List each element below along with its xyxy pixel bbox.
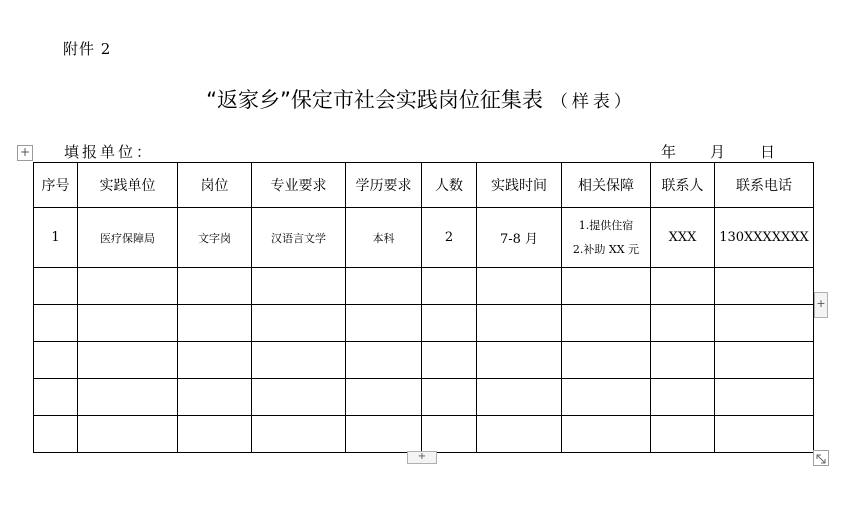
table-row (34, 416, 814, 453)
cell-major[interactable]: 汉语言文学 (252, 208, 346, 268)
table-header-row (34, 163, 814, 208)
table-cell[interactable] (78, 268, 178, 305)
add-column-button[interactable]: + (814, 292, 828, 318)
table-cell[interactable] (78, 416, 178, 453)
table-cell[interactable] (178, 416, 252, 453)
table-cell[interactable] (34, 268, 78, 305)
table-row (34, 208, 814, 268)
header-count[interactable]: 人数 (422, 163, 477, 208)
table-resize-handle[interactable] (813, 450, 829, 466)
table-cell[interactable] (562, 342, 651, 379)
header-phone[interactable]: 联系电话 (715, 163, 814, 208)
table-cell[interactable] (346, 268, 422, 305)
table-cell[interactable] (715, 268, 814, 305)
header-time[interactable]: 实践时间 (477, 163, 562, 208)
attachment-label: 附件 2 (63, 40, 112, 58)
guarantee-line-1: 1.提供住宿 (578, 218, 634, 232)
table-cell[interactable] (715, 305, 814, 342)
table-cell[interactable] (651, 342, 715, 379)
table-cell[interactable] (562, 379, 651, 416)
header-education[interactable]: 学历要求 (346, 163, 422, 208)
table-cell[interactable] (422, 305, 477, 342)
header-guarantee[interactable]: 相关保障 (562, 163, 651, 208)
table-cell[interactable] (178, 268, 252, 305)
table-row (34, 305, 814, 342)
table-cell[interactable] (346, 379, 422, 416)
cell-contact[interactable]: XXX (651, 208, 715, 268)
header-major[interactable]: 专业要求 (252, 163, 346, 208)
table-cell[interactable] (422, 268, 477, 305)
cell-count[interactable]: 2 (422, 208, 477, 268)
table-cell[interactable] (252, 305, 346, 342)
header-unit[interactable]: 实践单位 (78, 163, 178, 208)
page-title (0, 84, 841, 114)
table-cell[interactable] (34, 305, 78, 342)
cell-phone[interactable]: 130XXXXXXX (715, 208, 814, 268)
table-cell[interactable] (422, 379, 477, 416)
table-cell[interactable] (178, 379, 252, 416)
table-move-handle[interactable]: + (17, 145, 33, 161)
table-cell[interactable] (34, 416, 78, 453)
title-main: “返家乡”保定市社会实践岗位征集表 (206, 88, 543, 112)
table-cell[interactable] (346, 305, 422, 342)
table-cell[interactable] (78, 305, 178, 342)
date-year-label: 年 (661, 143, 677, 161)
table-cell[interactable] (715, 416, 814, 453)
table-cell[interactable] (477, 268, 562, 305)
cell-guarantee[interactable] (562, 208, 651, 268)
header-contact[interactable]: 联系人 (651, 163, 715, 208)
guarantee-line-2: 2.补助 XX 元 (572, 242, 640, 256)
table-cell[interactable] (651, 268, 715, 305)
table-cell[interactable] (651, 379, 715, 416)
date-day-label: 日 (760, 143, 776, 161)
table-cell[interactable] (346, 342, 422, 379)
table-cell[interactable] (78, 342, 178, 379)
table-cell[interactable] (477, 379, 562, 416)
table-cell[interactable] (562, 416, 651, 453)
date-month-label: 月 (710, 143, 726, 161)
table-cell[interactable] (715, 342, 814, 379)
table-cell[interactable] (34, 379, 78, 416)
cell-index[interactable]: 1 (34, 208, 78, 268)
add-row-button[interactable]: + (407, 451, 437, 464)
table-cell[interactable] (78, 379, 178, 416)
table-row (34, 342, 814, 379)
table-cell[interactable] (252, 342, 346, 379)
table-cell[interactable] (651, 305, 715, 342)
table-cell[interactable] (178, 342, 252, 379)
table-cell[interactable] (651, 416, 715, 453)
table-row (34, 379, 814, 416)
table-row (34, 268, 814, 305)
header-position[interactable]: 岗位 (178, 163, 252, 208)
table-cell[interactable] (252, 379, 346, 416)
table-cell[interactable] (477, 305, 562, 342)
table-cell[interactable] (178, 305, 252, 342)
cell-time[interactable]: 7-8 月 (477, 208, 562, 268)
table-cell[interactable] (422, 342, 477, 379)
cell-education[interactable]: 本科 (346, 208, 422, 268)
table-cell[interactable] (34, 342, 78, 379)
table-cell[interactable] (562, 268, 651, 305)
table-cell[interactable] (252, 416, 346, 453)
cell-unit[interactable]: 医疗保障局 (78, 208, 178, 268)
table-cell[interactable] (252, 268, 346, 305)
cell-position[interactable]: 文字岗 (178, 208, 252, 268)
table-cell[interactable] (477, 416, 562, 453)
table-cell[interactable] (477, 342, 562, 379)
table-cell[interactable] (346, 416, 422, 453)
table-cell[interactable] (562, 305, 651, 342)
title-sub: （样表） (550, 92, 635, 112)
resize-icon (814, 452, 828, 466)
table-cell[interactable] (715, 379, 814, 416)
header-index[interactable]: 序号 (34, 163, 78, 208)
job-collection-table (33, 162, 814, 453)
table-cell[interactable] (422, 416, 477, 453)
fill-unit-label: 填报单位： (64, 143, 155, 161)
